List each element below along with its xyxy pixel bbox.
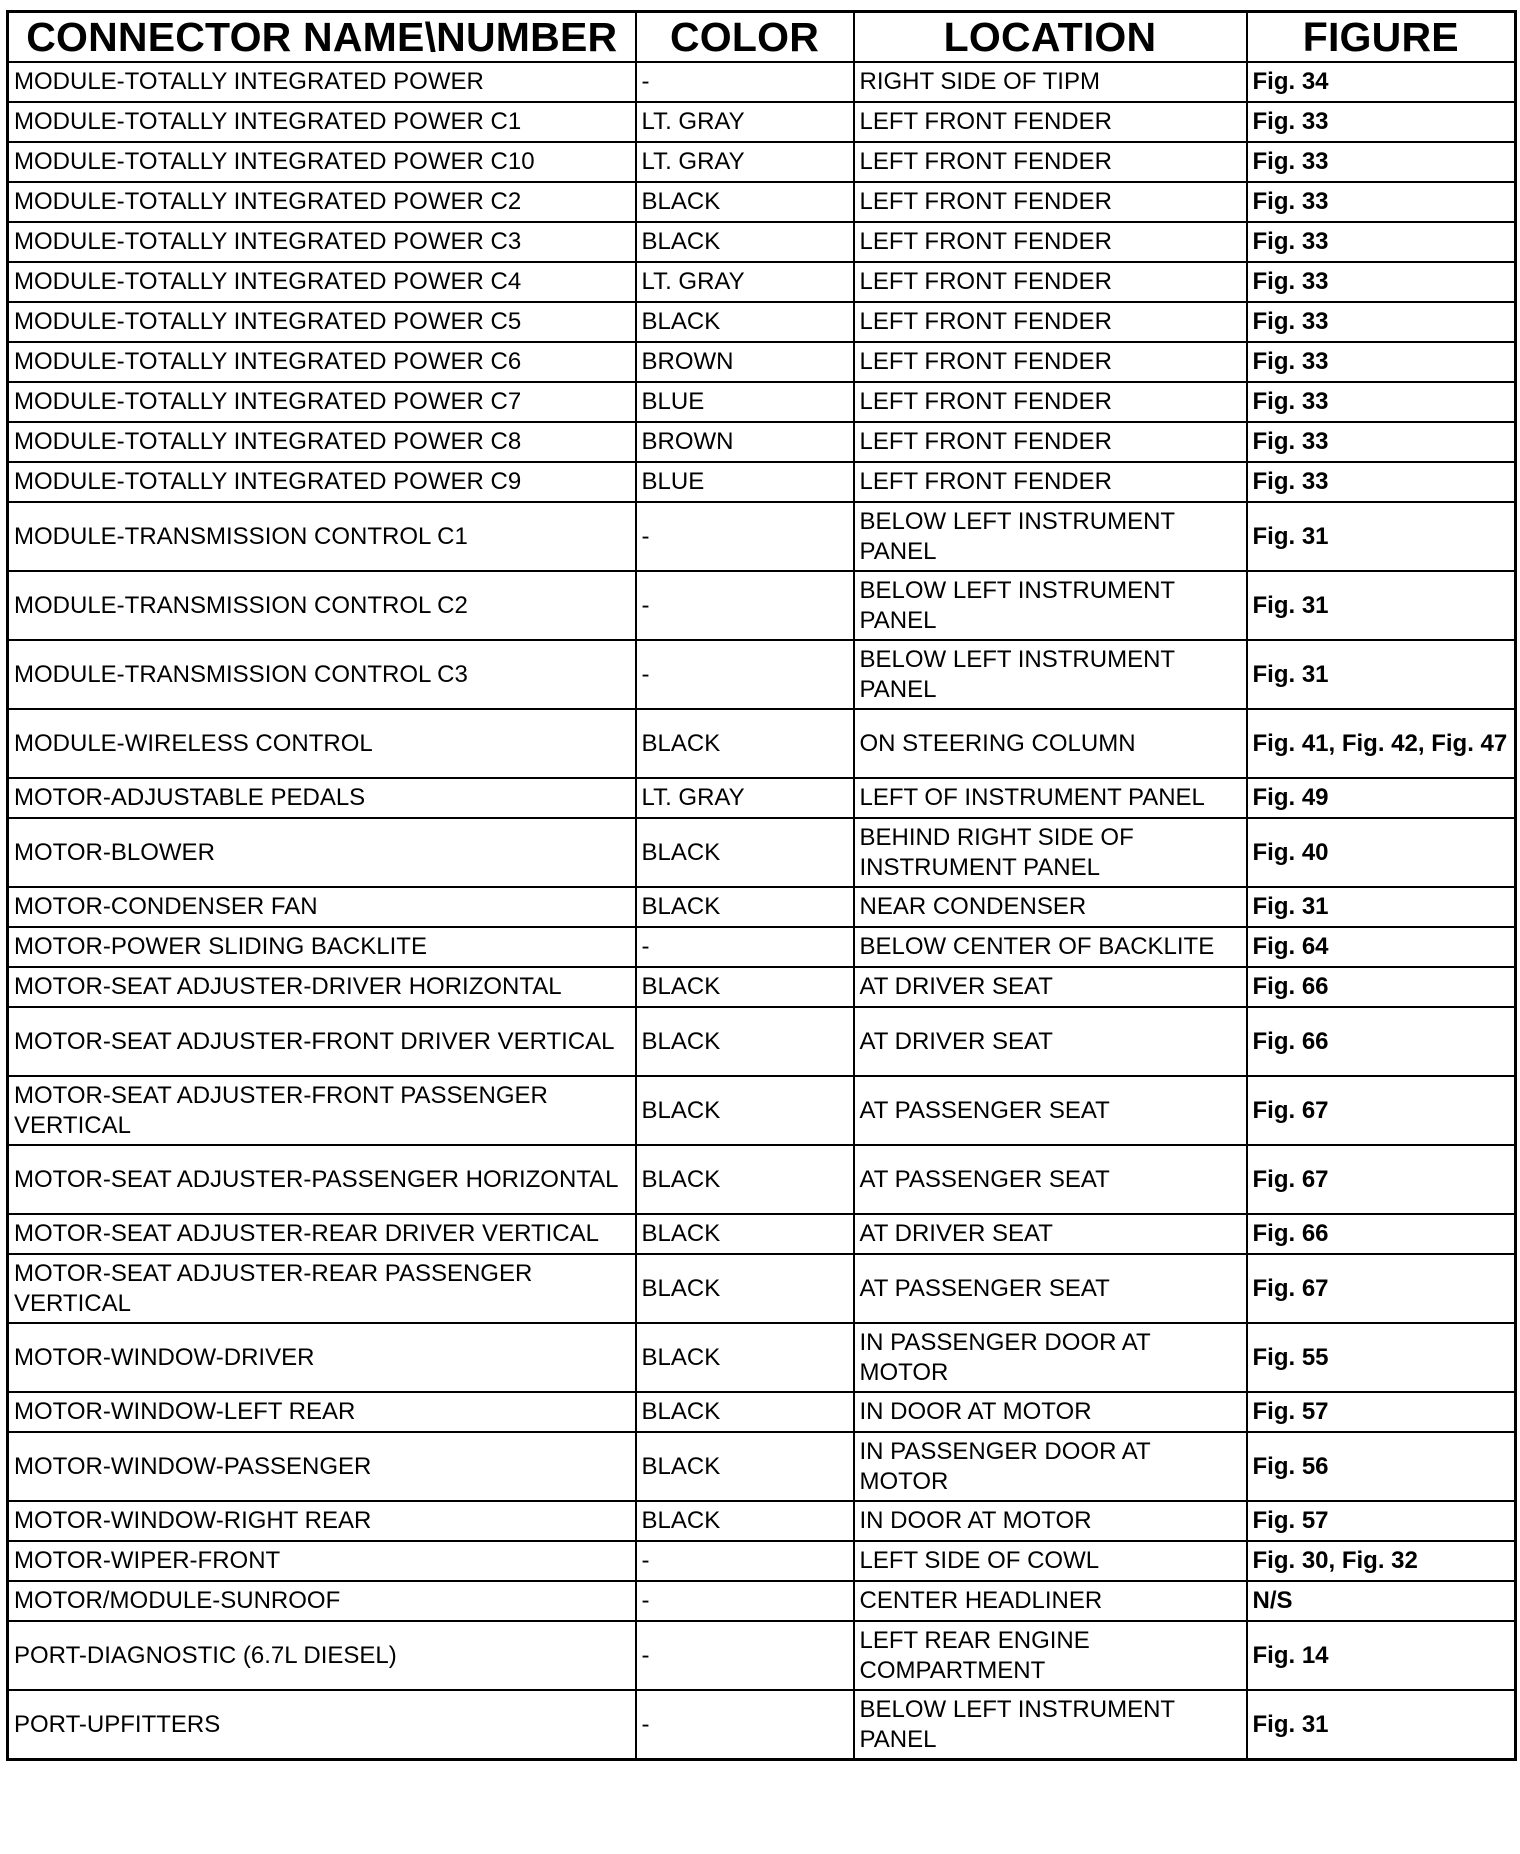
cell-connector-name: MODULE-TOTALLY INTEGRATED POWER C4 (8, 262, 636, 302)
cell-color: BROWN (636, 422, 854, 462)
cell-connector-name: MOTOR/MODULE-SUNROOF (8, 1581, 636, 1621)
cell-connector-name: MODULE-TOTALLY INTEGRATED POWER C7 (8, 382, 636, 422)
cell-figure: Fig. 66 (1247, 1214, 1516, 1254)
cell-color: LT. GRAY (636, 142, 854, 182)
cell-figure: Fig. 33 (1247, 302, 1516, 342)
cell-color: BLACK (636, 1323, 854, 1392)
cell-connector-name: MODULE-TOTALLY INTEGRATED POWER C3 (8, 222, 636, 262)
cell-location: LEFT FRONT FENDER (854, 342, 1247, 382)
cell-connector-name: MOTOR-WINDOW-LEFT REAR (8, 1392, 636, 1432)
cell-figure: Fig. 33 (1247, 462, 1516, 502)
cell-connector-name: MODULE-TOTALLY INTEGRATED POWER C8 (8, 422, 636, 462)
table-row (8, 571, 1516, 640)
cell-figure: Fig. 34 (1247, 62, 1516, 102)
table-row (8, 1432, 1516, 1501)
cell-figure: Fig. 30, Fig. 32 (1247, 1541, 1516, 1581)
cell-figure: Fig. 14 (1247, 1621, 1516, 1690)
table-row (8, 1076, 1516, 1145)
cell-location: LEFT FRONT FENDER (854, 302, 1247, 342)
cell-location: ON STEERING COLUMN (854, 709, 1247, 778)
cell-connector-name: MOTOR-BLOWER (8, 818, 636, 887)
table-row (8, 927, 1516, 967)
cell-color: - (636, 1581, 854, 1621)
table-row (8, 887, 1516, 927)
cell-location: LEFT FRONT FENDER (854, 262, 1247, 302)
cell-figure: N/S (1247, 1581, 1516, 1621)
header-connector-name: CONNECTOR NAME\NUMBER (8, 12, 636, 63)
table-row (8, 222, 1516, 262)
cell-color: LT. GRAY (636, 778, 854, 818)
cell-location: LEFT FRONT FENDER (854, 422, 1247, 462)
table-row (8, 1621, 1516, 1690)
cell-location: LEFT FRONT FENDER (854, 102, 1247, 142)
table-row (8, 1323, 1516, 1392)
cell-connector-name: MOTOR-SEAT ADJUSTER-DRIVER HORIZONTAL (8, 967, 636, 1007)
table-row (8, 102, 1516, 142)
cell-location: LEFT FRONT FENDER (854, 182, 1247, 222)
cell-connector-name: MOTOR-SEAT ADJUSTER-PASSENGER HORIZONTAL (8, 1145, 636, 1214)
cell-color: BLACK (636, 1214, 854, 1254)
cell-figure: Fig. 57 (1247, 1392, 1516, 1432)
table-row (8, 1214, 1516, 1254)
table-row (8, 462, 1516, 502)
cell-color: - (636, 927, 854, 967)
cell-color: BLACK (636, 709, 854, 778)
cell-connector-name: MODULE-TOTALLY INTEGRATED POWER C6 (8, 342, 636, 382)
cell-location: AT DRIVER SEAT (854, 1214, 1247, 1254)
cell-color: BLACK (636, 1392, 854, 1432)
cell-color: - (636, 62, 854, 102)
cell-figure: Fig. 33 (1247, 342, 1516, 382)
table-row (8, 422, 1516, 462)
cell-figure: Fig. 33 (1247, 102, 1516, 142)
table-row (8, 1392, 1516, 1432)
header-color: COLOR (636, 12, 854, 63)
table-row (8, 1581, 1516, 1621)
table-row (8, 62, 1516, 102)
table-row (8, 502, 1516, 571)
cell-location: BELOW LEFT INSTRUMENT PANEL (854, 502, 1247, 571)
table-row (8, 1007, 1516, 1076)
cell-color: - (636, 502, 854, 571)
table-row (8, 778, 1516, 818)
cell-figure: Fig. 56 (1247, 1432, 1516, 1501)
table-row (8, 142, 1516, 182)
cell-location: AT DRIVER SEAT (854, 1007, 1247, 1076)
table-row (8, 382, 1516, 422)
cell-connector-name: MOTOR-SEAT ADJUSTER-REAR PASSENGER VERTICAL (8, 1254, 636, 1323)
cell-color: BLACK (636, 1501, 854, 1541)
connector-table (6, 10, 1517, 1761)
table-row (8, 967, 1516, 1007)
cell-color: - (636, 1621, 854, 1690)
table-row (8, 818, 1516, 887)
cell-connector-name: MOTOR-WINDOW-PASSENGER (8, 1432, 636, 1501)
table-row (8, 709, 1516, 778)
cell-location: LEFT OF INSTRUMENT PANEL (854, 778, 1247, 818)
cell-connector-name: MOTOR-POWER SLIDING BACKLITE (8, 927, 636, 967)
cell-figure: Fig. 64 (1247, 927, 1516, 967)
cell-connector-name: MODULE-TOTALLY INTEGRATED POWER C5 (8, 302, 636, 342)
cell-location: LEFT FRONT FENDER (854, 142, 1247, 182)
cell-color: BROWN (636, 342, 854, 382)
cell-connector-name: MODULE-TOTALLY INTEGRATED POWER C1 (8, 102, 636, 142)
cell-color: BLACK (636, 818, 854, 887)
table-row (8, 342, 1516, 382)
cell-location: CENTER HEADLINER (854, 1581, 1247, 1621)
table-row (8, 302, 1516, 342)
cell-location: LEFT REAR ENGINE COMPARTMENT (854, 1621, 1247, 1690)
cell-figure: Fig. 31 (1247, 1690, 1516, 1760)
cell-figure: Fig. 66 (1247, 1007, 1516, 1076)
cell-figure: Fig. 41, Fig. 42, Fig. 47 (1247, 709, 1516, 778)
cell-color: BLACK (636, 1432, 854, 1501)
header-row (8, 12, 1516, 63)
cell-location: BELOW LEFT INSTRUMENT PANEL (854, 640, 1247, 709)
cell-color: - (636, 571, 854, 640)
table-row (8, 1145, 1516, 1214)
cell-location: IN PASSENGER DOOR AT MOTOR (854, 1323, 1247, 1392)
cell-figure: Fig. 67 (1247, 1076, 1516, 1145)
cell-color: BLACK (636, 182, 854, 222)
cell-location: AT DRIVER SEAT (854, 967, 1247, 1007)
cell-figure: Fig. 33 (1247, 422, 1516, 462)
table-row (8, 1690, 1516, 1760)
cell-connector-name: MOTOR-CONDENSER FAN (8, 887, 636, 927)
table-row (8, 1541, 1516, 1581)
cell-color: BLACK (636, 302, 854, 342)
cell-connector-name: MODULE-TOTALLY INTEGRATED POWER (8, 62, 636, 102)
cell-location: LEFT FRONT FENDER (854, 462, 1247, 502)
cell-figure: Fig. 67 (1247, 1145, 1516, 1214)
cell-figure: Fig. 55 (1247, 1323, 1516, 1392)
cell-color: LT. GRAY (636, 262, 854, 302)
cell-color: - (636, 1690, 854, 1760)
cell-figure: Fig. 40 (1247, 818, 1516, 887)
cell-color: BLACK (636, 1007, 854, 1076)
cell-figure: Fig. 33 (1247, 182, 1516, 222)
cell-connector-name: MODULE-TOTALLY INTEGRATED POWER C2 (8, 182, 636, 222)
cell-color: BLACK (636, 1254, 854, 1323)
cell-connector-name: MOTOR-SEAT ADJUSTER-REAR DRIVER VERTICAL (8, 1214, 636, 1254)
cell-figure: Fig. 31 (1247, 887, 1516, 927)
cell-location: AT PASSENGER SEAT (854, 1145, 1247, 1214)
cell-color: BLACK (636, 222, 854, 262)
table-row (8, 640, 1516, 709)
cell-color: - (636, 1541, 854, 1581)
cell-figure: Fig. 33 (1247, 142, 1516, 182)
cell-connector-name: MODULE-WIRELESS CONTROL (8, 709, 636, 778)
header-location: LOCATION (854, 12, 1247, 63)
cell-location: IN PASSENGER DOOR AT MOTOR (854, 1432, 1247, 1501)
cell-connector-name: MODULE-TOTALLY INTEGRATED POWER C9 (8, 462, 636, 502)
cell-figure: Fig. 49 (1247, 778, 1516, 818)
cell-connector-name: PORT-UPFITTERS (8, 1690, 636, 1760)
cell-color: BLUE (636, 462, 854, 502)
table-row (8, 262, 1516, 302)
cell-connector-name: PORT-DIAGNOSTIC (6.7L DIESEL) (8, 1621, 636, 1690)
cell-location: LEFT SIDE OF COWL (854, 1541, 1247, 1581)
cell-connector-name: MODULE-TRANSMISSION CONTROL C2 (8, 571, 636, 640)
cell-location: IN DOOR AT MOTOR (854, 1501, 1247, 1541)
cell-color: BLACK (636, 887, 854, 927)
cell-color: BLUE (636, 382, 854, 422)
cell-location: LEFT FRONT FENDER (854, 222, 1247, 262)
cell-connector-name: MOTOR-WINDOW-RIGHT REAR (8, 1501, 636, 1541)
cell-color: BLACK (636, 1076, 854, 1145)
cell-connector-name: MODULE-TRANSMISSION CONTROL C1 (8, 502, 636, 571)
cell-connector-name: MODULE-TRANSMISSION CONTROL C3 (8, 640, 636, 709)
cell-connector-name: MODULE-TOTALLY INTEGRATED POWER C10 (8, 142, 636, 182)
header-figure: FIGURE (1247, 12, 1516, 63)
cell-color: BLACK (636, 1145, 854, 1214)
cell-figure: Fig. 33 (1247, 382, 1516, 422)
cell-location: RIGHT SIDE OF TIPM (854, 62, 1247, 102)
cell-figure: Fig. 67 (1247, 1254, 1516, 1323)
cell-location: BEHIND RIGHT SIDE OF INSTRUMENT PANEL (854, 818, 1247, 887)
cell-location: BELOW CENTER OF BACKLITE (854, 927, 1247, 967)
cell-connector-name: MOTOR-ADJUSTABLE PEDALS (8, 778, 636, 818)
cell-figure: Fig. 57 (1247, 1501, 1516, 1541)
cell-figure: Fig. 31 (1247, 571, 1516, 640)
cell-figure: Fig. 31 (1247, 640, 1516, 709)
cell-location: IN DOOR AT MOTOR (854, 1392, 1247, 1432)
table-row (8, 182, 1516, 222)
cell-connector-name: MOTOR-SEAT ADJUSTER-FRONT PASSENGER VERTICAL (8, 1076, 636, 1145)
cell-connector-name: MOTOR-WIPER-FRONT (8, 1541, 636, 1581)
cell-location: NEAR CONDENSER (854, 887, 1247, 927)
cell-connector-name: MOTOR-SEAT ADJUSTER-FRONT DRIVER VERTICAL (8, 1007, 636, 1076)
cell-location: AT PASSENGER SEAT (854, 1076, 1247, 1145)
cell-color: BLACK (636, 967, 854, 1007)
table-row (8, 1254, 1516, 1323)
cell-figure: Fig. 33 (1247, 222, 1516, 262)
cell-location: AT PASSENGER SEAT (854, 1254, 1247, 1323)
cell-location: BELOW LEFT INSTRUMENT PANEL (854, 571, 1247, 640)
cell-location: LEFT FRONT FENDER (854, 382, 1247, 422)
cell-color: LT. GRAY (636, 102, 854, 142)
cell-connector-name: MOTOR-WINDOW-DRIVER (8, 1323, 636, 1392)
cell-figure: Fig. 33 (1247, 262, 1516, 302)
cell-figure: Fig. 66 (1247, 967, 1516, 1007)
cell-location: BELOW LEFT INSTRUMENT PANEL (854, 1690, 1247, 1760)
cell-color: - (636, 640, 854, 709)
cell-figure: Fig. 31 (1247, 502, 1516, 571)
table-row (8, 1501, 1516, 1541)
